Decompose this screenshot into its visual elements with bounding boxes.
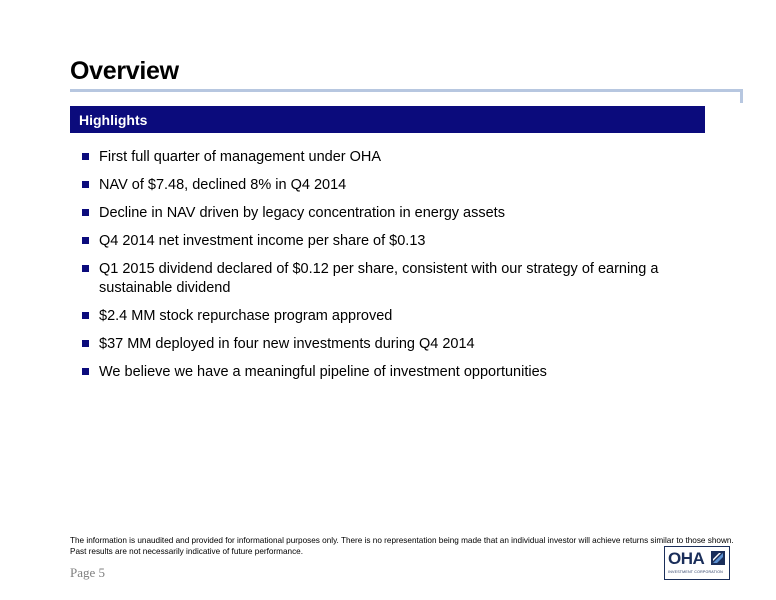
title-divider-end [740, 89, 743, 103]
list-item [82, 148, 702, 167]
disclaimer-text: The information is unaudited and provided for informational purposes only. There is no representation being made that an individual investor will achieve returns similar to those shown. Past results are not necessarily indicative of future performance. [70, 536, 734, 556]
bullet-square-icon [82, 312, 89, 319]
bullet-square-icon [82, 181, 89, 188]
section-header-banner [70, 106, 705, 133]
bullet-square-icon [82, 153, 89, 160]
list-item-text: Q1 2015 dividend declared of $0.12 per share, consistent with our strategy of earning a sustainable dividend [99, 261, 659, 296]
list-item [82, 335, 702, 354]
list-item [82, 176, 702, 195]
logo-flag-icon [711, 551, 725, 565]
list-item-text: NAV of $7.48, declined 8% in Q4 2014 [99, 177, 347, 193]
list-item-text: Decline in NAV driven by legacy concentration in energy assets [99, 205, 505, 221]
title-divider [70, 89, 743, 92]
list-item [82, 260, 702, 298]
list-item-text: $37 MM deployed in four new investments during Q4 2014 [99, 336, 475, 352]
list-item [82, 204, 702, 223]
logo-wordmark: OHA [668, 549, 705, 568]
section-header-label: Highlights [79, 112, 148, 128]
list-item-text: Q4 2014 net investment income per share of $0.13 [99, 233, 426, 249]
bullet-square-icon [82, 265, 89, 272]
logo-subtext: INVESTMENT CORPORATION [668, 570, 723, 574]
bullet-square-icon [82, 340, 89, 347]
highlights-list [82, 148, 702, 391]
page-number: Page 5 [70, 565, 106, 580]
bullet-square-icon [82, 209, 89, 216]
list-item-text: First full quarter of management under OHA [99, 149, 382, 165]
company-logo [664, 546, 730, 580]
slide-title: Overview [70, 57, 179, 85]
list-item-text: $2.4 MM stock repurchase program approved [99, 308, 393, 324]
bullet-square-icon [82, 368, 89, 375]
list-item-text: We believe we have a meaningful pipeline of investment opportunities [99, 364, 547, 380]
list-item [82, 307, 702, 326]
bullet-square-icon [82, 237, 89, 244]
list-item [82, 232, 702, 251]
list-item [82, 363, 702, 382]
